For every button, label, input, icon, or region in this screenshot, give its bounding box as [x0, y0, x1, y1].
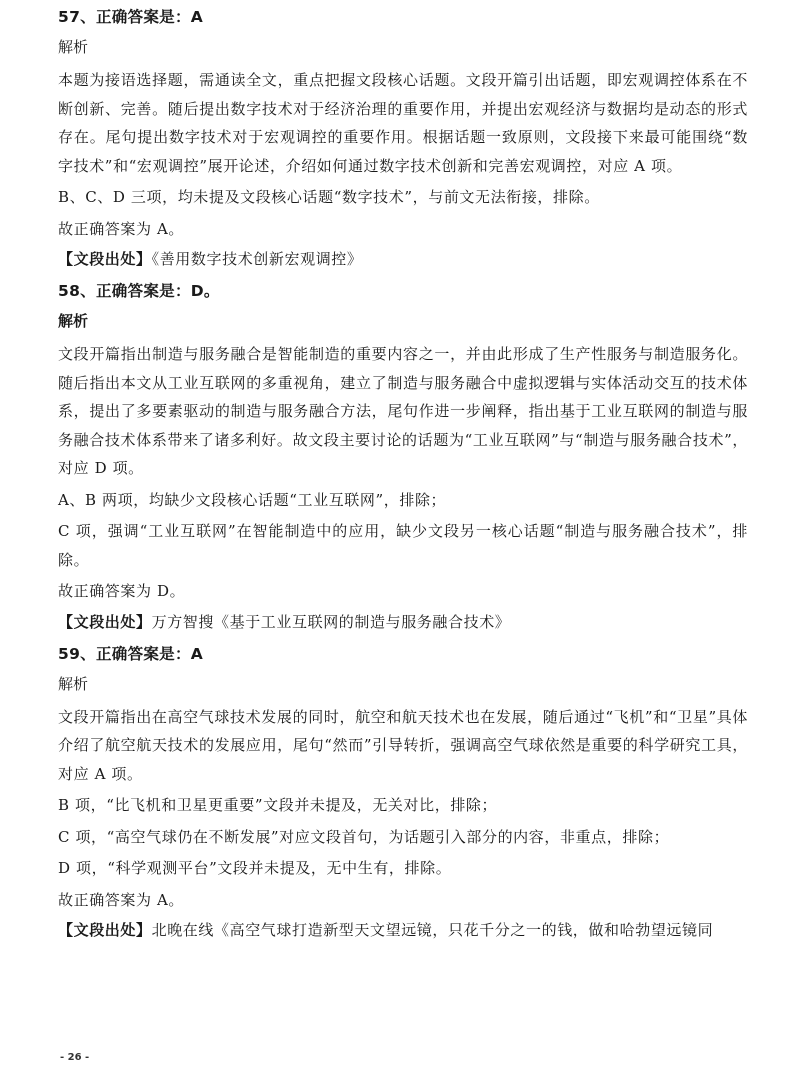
question-59-paragraph: C 项，“高空气球仍在不断发展”对应文段首句，为话题引入部分的内容，非重点，排除； — [58, 827, 670, 846]
question-57-paragraph: 本题为接语选择题，需通读全文，重点把握文段核心话题。文段开篇引出话题，即宏观调控体系在不断创新、完善。随后提出数字技术对于经济治理的重要作用，并提出宏观经济与数据均是动态的形式存在。尾句提出数字技术对于宏观调控的重要作用。根据话题一致原则，文段接下来最可能围绕“数字技术”和“宏观调控”展开论述，介绍如何通过数字技术创新和完善宏观调控，对应 A 项。 — [58, 71, 748, 175]
page-number: - 26 - — [60, 1052, 90, 1063]
question-59-paragraph: B 项，“比飞机和卫星更重要”文段并未提及，无关对比，排除； — [58, 796, 498, 814]
question-59-source — [58, 917, 748, 943]
question-59-paragraph: 文段开篇指出在高空气球技术发展的同时，航空和航天技术也在发展，随后通过“飞机”和“卫星”具体介绍了航空航天技术的发展应用，尾句“然而”引导转折，强调高空气球依然是重要的科学研究工具，对应 A 项。 — [58, 707, 748, 783]
source-text: 北晚在线《高空气球打造新型天文望远镜，只花千分之一的钱，做和哈勃望远镜同 — [151, 921, 714, 939]
source-text: 《善用数字技术创新宏观调控》 — [151, 250, 363, 268]
question-58-analysis-label: 解析 — [58, 312, 89, 330]
question-58-paragraph: 文段开篇指出制造与服务融合是智能制造的重要内容之一，并由此形成了生产性服务与制造服务化。随后指出本文从工业互联网的多重视角，建立了制造与服务融合中虚拟逻辑与实体活动交互的技术体系，提出了多要素驱动的制造与服务融合方法，尾句作进一步阐释，指出基于工业互联网的制造与服务融合技术体系带来了诸多利好。故文段主要讨论的话题为“工业互联网”与“制造与服务融合技术”，对应 D 项。 — [58, 345, 748, 477]
question-58-section — [58, 280, 748, 635]
question-58-paragraph: 故正确答案为 D。 — [58, 582, 186, 600]
question-58-heading: 58、正确答案是：D。 — [58, 282, 220, 300]
question-58-paragraph: A、B 两项，均缺少文段核心话题“工业互联网”，排除； — [58, 490, 447, 509]
question-59-heading: 59、正确答案是：A — [58, 644, 204, 663]
question-57-paragraph: B、C、D 三项，均未提及文段核心话题“数字技术”，与前文无法衔接，排除。 — [58, 188, 600, 206]
source-tag: 【文段出处】 — [58, 250, 152, 268]
question-58-source — [58, 609, 748, 635]
source-text: 万方智搜《基于工业互联网的制造与服务融合技术》 — [151, 612, 511, 631]
question-57-paragraph: 故正确答案为 A。 — [58, 219, 185, 238]
question-59-section — [58, 643, 748, 944]
answer-explanations-page — [58, 6, 748, 951]
question-59-paragraph: D 项，“科学观测平台”文段并未提及，无中生有，排除。 — [58, 859, 452, 877]
question-58-paragraph: C 项，强调“工业互联网”在智能制造中的应用，缺少文段另一核心话题“制造与服务融合技术”，排除。 — [58, 522, 748, 569]
question-57-section — [58, 6, 748, 272]
question-57-heading: 57、正确答案是：A — [58, 8, 204, 26]
question-59-analysis-label: 解析 — [58, 674, 89, 693]
question-57-analysis-label: 解析 — [58, 38, 89, 56]
source-tag: 【文段出处】 — [58, 612, 152, 631]
source-tag: 【文段出处】 — [58, 921, 152, 939]
question-57-source — [58, 246, 748, 272]
question-59-paragraph: 故正确答案为 A。 — [58, 890, 185, 909]
